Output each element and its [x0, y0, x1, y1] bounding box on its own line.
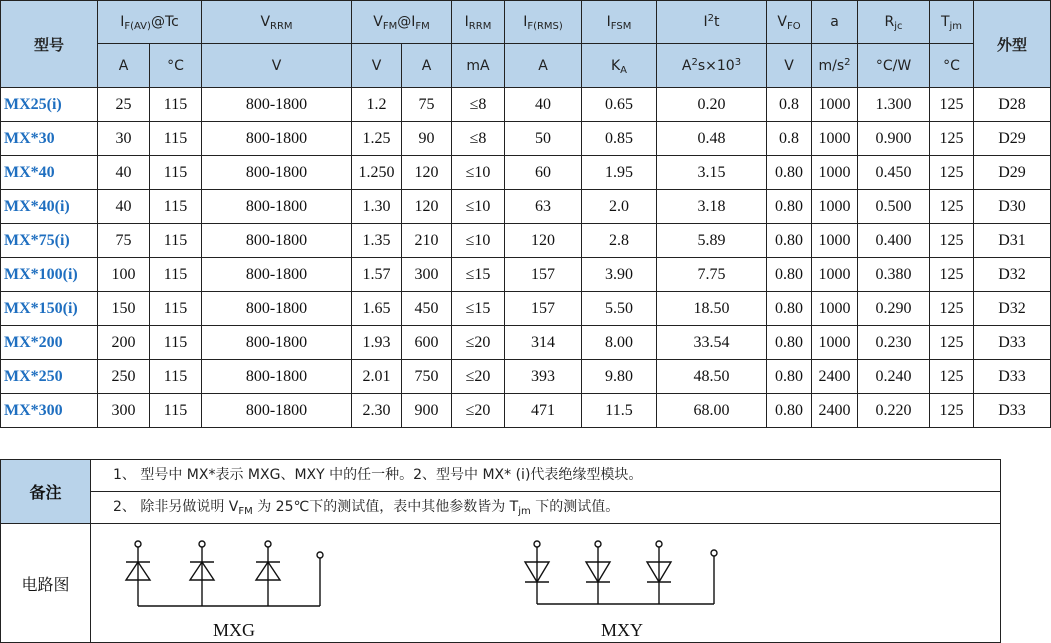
- cell-model: MX*100(i): [1, 258, 98, 292]
- unit-ifm: A: [402, 44, 452, 88]
- cell-i2t: 18.50: [657, 292, 767, 326]
- cell-vfo: 0.8: [767, 122, 812, 156]
- cell-model: MX*200: [1, 326, 98, 360]
- cell-vfo: 0.80: [767, 190, 812, 224]
- rjc-header: $R_{jc}$: [858, 1, 930, 44]
- cell-ifav: 30: [98, 122, 150, 156]
- cell-a: 1000: [812, 326, 858, 360]
- table-row: [1, 326, 1051, 360]
- cell-ifav: 40: [98, 156, 150, 190]
- cell-ifsm: 2.8: [582, 224, 657, 258]
- cell-i2t: 7.75: [657, 258, 767, 292]
- cell-vfo: 0.80: [767, 360, 812, 394]
- cell-tc: 115: [150, 360, 202, 394]
- unit-ifav: A: [98, 44, 150, 88]
- mxg-circuit: [126, 541, 323, 606]
- cell-vfm: 1.250: [352, 156, 402, 190]
- cell-i2t: 0.20: [657, 88, 767, 122]
- vfo-header: $V_{FO}$: [767, 1, 812, 44]
- cell-tjm: 125: [930, 156, 974, 190]
- ifav-tc-header: $I_{F(AV)}@Tc$: [98, 1, 202, 44]
- cell-ifm: 120: [402, 190, 452, 224]
- unit-vfm: V: [352, 44, 402, 88]
- cell-pkg: D28: [974, 88, 1051, 122]
- cell-model: MX*40(i): [1, 190, 98, 224]
- cell-ifav: 75: [98, 224, 150, 258]
- cell-ifrms: 40: [505, 88, 582, 122]
- i2t-header: $I^2t$: [657, 1, 767, 44]
- cell-i2t: 3.18: [657, 190, 767, 224]
- cell-tc: 115: [150, 258, 202, 292]
- cell-vrrm: 800-1800: [202, 122, 352, 156]
- cell-tc: 115: [150, 292, 202, 326]
- cell-tjm: 125: [930, 360, 974, 394]
- circuit-diagram-cell: [91, 524, 1001, 643]
- mxy-diode-3: [647, 541, 671, 604]
- mxg-diode-2: [190, 541, 214, 606]
- table-row: [1, 258, 1051, 292]
- cell-ifav: 100: [98, 258, 150, 292]
- cell-i2t: 5.89: [657, 224, 767, 258]
- note-line-1: 1、 型号中 MX*表示 MXG、MXY 中的任一种。2、型号中 MX* (i)代表绝缘型模块。: [91, 460, 1001, 492]
- cell-ifm: 120: [402, 156, 452, 190]
- unit-ifsm: $K_A$: [582, 44, 657, 88]
- cell-rjc: 0.220: [858, 394, 930, 428]
- table-row: [1, 190, 1051, 224]
- cell-ifrms: 60: [505, 156, 582, 190]
- cell-ifav: 25: [98, 88, 150, 122]
- cell-a: 2400: [812, 394, 858, 428]
- cell-ifav: 200: [98, 326, 150, 360]
- cell-rjc: 0.500: [858, 190, 930, 224]
- cell-tc: 115: [150, 326, 202, 360]
- cell-ifrms: 471: [505, 394, 582, 428]
- cell-vfo: 0.80: [767, 326, 812, 360]
- cell-a: 1000: [812, 292, 858, 326]
- cell-ifsm: 0.65: [582, 88, 657, 122]
- cell-vfo: 0.80: [767, 258, 812, 292]
- cell-a: 1000: [812, 258, 858, 292]
- cell-rjc: 0.230: [858, 326, 930, 360]
- cell-ifsm: 3.90: [582, 258, 657, 292]
- cell-vrrm: 800-1800: [202, 326, 352, 360]
- cell-rjc: 0.240: [858, 360, 930, 394]
- cell-pkg: D32: [974, 258, 1051, 292]
- mxy-diode-1: [525, 541, 549, 604]
- unit-irrm: mA: [452, 44, 505, 88]
- cell-ifm: 300: [402, 258, 452, 292]
- cell-vrrm: 800-1800: [202, 156, 352, 190]
- cell-vrrm: 800-1800: [202, 224, 352, 258]
- table-row: [1, 122, 1051, 156]
- cell-tc: 115: [150, 122, 202, 156]
- cell-ifm: 750: [402, 360, 452, 394]
- vfm-ifm-header: $V_{FM}@I_{FM}$: [352, 1, 452, 44]
- cell-tjm: 125: [930, 258, 974, 292]
- cell-pkg: D33: [974, 360, 1051, 394]
- model-header: 型号: [1, 1, 98, 88]
- cell-vfm: 1.35: [352, 224, 402, 258]
- cell-tjm: 125: [930, 122, 974, 156]
- cell-a: 2400: [812, 360, 858, 394]
- cell-ifav: 40: [98, 190, 150, 224]
- cell-irrm: ≤15: [452, 292, 505, 326]
- cell-tc: 115: [150, 224, 202, 258]
- cell-ifrms: 50: [505, 122, 582, 156]
- cell-model: MX*40: [1, 156, 98, 190]
- table-row: [1, 292, 1051, 326]
- header-row-params: [1, 1, 1051, 44]
- cell-vrrm: 800-1800: [202, 292, 352, 326]
- unit-vrrm: V: [202, 44, 352, 88]
- ifrms-header: $I_{F(RMS)}$: [505, 1, 582, 44]
- unit-rjc: °C/W: [858, 44, 930, 88]
- cell-vfm: 2.30: [352, 394, 402, 428]
- cell-pkg: D33: [974, 394, 1051, 428]
- cell-ifsm: 0.85: [582, 122, 657, 156]
- cell-ifrms: 157: [505, 258, 582, 292]
- cell-a: 1000: [812, 156, 858, 190]
- cell-irrm: ≤20: [452, 394, 505, 428]
- cell-ifm: 90: [402, 122, 452, 156]
- cell-pkg: D33: [974, 326, 1051, 360]
- unit-a: $m/s^2$: [812, 44, 858, 88]
- cell-i2t: 33.54: [657, 326, 767, 360]
- cell-tc: 115: [150, 394, 202, 428]
- cell-model: MX*250: [1, 360, 98, 394]
- a-header: a: [812, 1, 858, 44]
- table-row: [1, 360, 1051, 394]
- cell-tjm: 125: [930, 190, 974, 224]
- cell-ifsm: 8.00: [582, 326, 657, 360]
- cell-vfm: 1.93: [352, 326, 402, 360]
- header-row-units: [1, 44, 1051, 88]
- circuit-row: [1, 524, 1001, 643]
- mxy-circuit: [525, 541, 717, 604]
- cell-vfm: 1.2: [352, 88, 402, 122]
- mxy-common-terminal: [711, 550, 717, 556]
- mxg-common-terminal: [317, 552, 323, 558]
- cell-ifrms: 120: [505, 224, 582, 258]
- circuit-diagram: [91, 524, 999, 642]
- table-row: [1, 156, 1051, 190]
- cell-model: MX*300: [1, 394, 98, 428]
- cell-vfm: 1.65: [352, 292, 402, 326]
- cell-vfm: 1.57: [352, 258, 402, 292]
- cell-a: 1000: [812, 224, 858, 258]
- cell-irrm: ≤20: [452, 326, 505, 360]
- cell-irrm: ≤15: [452, 258, 505, 292]
- cell-rjc: 0.400: [858, 224, 930, 258]
- cell-vfm: 1.25: [352, 122, 402, 156]
- cell-pkg: D31: [974, 224, 1051, 258]
- cell-vfo: 0.80: [767, 156, 812, 190]
- cell-tjm: 125: [930, 394, 974, 428]
- cell-ifm: 450: [402, 292, 452, 326]
- cell-ifsm: 9.80: [582, 360, 657, 394]
- ifsm-header: $I_{FSM}$: [582, 1, 657, 44]
- cell-ifrms: 314: [505, 326, 582, 360]
- cell-rjc: 0.450: [858, 156, 930, 190]
- cell-pkg: D30: [974, 190, 1051, 224]
- cell-model: MX*150(i): [1, 292, 98, 326]
- notes-row-2: [1, 492, 1001, 524]
- cell-ifav: 300: [98, 394, 150, 428]
- cell-i2t: 48.50: [657, 360, 767, 394]
- notes-row-1: [1, 460, 1001, 492]
- cell-rjc: 0.380: [858, 258, 930, 292]
- cell-pkg: D32: [974, 292, 1051, 326]
- cell-rjc: 0.900: [858, 122, 930, 156]
- mxy-diode-2: [586, 541, 610, 604]
- notes-label: 备注: [1, 460, 91, 524]
- cell-irrm: ≤10: [452, 190, 505, 224]
- cell-a: 1000: [812, 122, 858, 156]
- cell-irrm: ≤10: [452, 224, 505, 258]
- cell-tc: 115: [150, 88, 202, 122]
- irrm-header: $I_{RRM}$: [452, 1, 505, 44]
- tjm-header: $T_{jm}$: [930, 1, 974, 44]
- table-row: [1, 88, 1051, 122]
- cell-i2t: 68.00: [657, 394, 767, 428]
- cell-model: MX*30: [1, 122, 98, 156]
- package-header: 外型: [974, 1, 1051, 88]
- cell-vrrm: 800-1800: [202, 258, 352, 292]
- cell-irrm: ≤8: [452, 122, 505, 156]
- table-row: [1, 224, 1051, 258]
- cell-tc: 115: [150, 190, 202, 224]
- note-line-2: 2、 除非另做说明 $V_{FM}$ 为 25℃下的测试值，表中其他参数皆为 $T_{jm}$ 下的测试值。: [91, 492, 1001, 524]
- cell-pkg: D29: [974, 122, 1051, 156]
- cell-irrm: ≤8: [452, 88, 505, 122]
- unit-ifrms: A: [505, 44, 582, 88]
- mxg-diode-3: [256, 541, 280, 606]
- cell-rjc: 0.290: [858, 292, 930, 326]
- mxy-label: MXY: [601, 620, 644, 640]
- cell-tc: 115: [150, 156, 202, 190]
- cell-vfo: 0.80: [767, 224, 812, 258]
- cell-ifrms: 63: [505, 190, 582, 224]
- cell-model: MX25(i): [1, 88, 98, 122]
- unit-i2t: $A^2s\times 10^3$: [657, 44, 767, 88]
- cell-ifm: 900: [402, 394, 452, 428]
- cell-tjm: 125: [930, 292, 974, 326]
- cell-a: 1000: [812, 88, 858, 122]
- cell-a: 1000: [812, 190, 858, 224]
- cell-ifav: 250: [98, 360, 150, 394]
- cell-ifrms: 393: [505, 360, 582, 394]
- unit-tc: °C: [150, 44, 202, 88]
- unit-vfo: V: [767, 44, 812, 88]
- mxg-diode-1: [126, 541, 150, 606]
- cell-vfm: 1.30: [352, 190, 402, 224]
- unit-tjm: °C: [930, 44, 974, 88]
- notes-table: [0, 459, 1001, 643]
- spec-table-body: [1, 88, 1051, 428]
- cell-ifsm: 11.5: [582, 394, 657, 428]
- cell-i2t: 0.48: [657, 122, 767, 156]
- cell-vrrm: 800-1800: [202, 88, 352, 122]
- table-row: [1, 394, 1051, 428]
- cell-ifsm: 2.0: [582, 190, 657, 224]
- cell-vrrm: 800-1800: [202, 394, 352, 428]
- cell-tjm: 125: [930, 326, 974, 360]
- cell-vfo: 0.80: [767, 394, 812, 428]
- cell-ifm: 600: [402, 326, 452, 360]
- cell-pkg: D29: [974, 156, 1051, 190]
- cell-ifsm: 1.95: [582, 156, 657, 190]
- cell-vfo: 0.80: [767, 292, 812, 326]
- cell-vfm: 2.01: [352, 360, 402, 394]
- cell-ifsm: 5.50: [582, 292, 657, 326]
- cell-ifm: 75: [402, 88, 452, 122]
- cell-ifav: 150: [98, 292, 150, 326]
- cell-vrrm: 800-1800: [202, 360, 352, 394]
- cell-i2t: 3.15: [657, 156, 767, 190]
- cell-vrrm: 800-1800: [202, 190, 352, 224]
- vrrm-header: $V_{RRM}$: [202, 1, 352, 44]
- cell-irrm: ≤20: [452, 360, 505, 394]
- mxg-label: MXG: [213, 620, 256, 640]
- cell-rjc: 1.300: [858, 88, 930, 122]
- cell-irrm: ≤10: [452, 156, 505, 190]
- circuit-label: 电路图: [1, 524, 91, 643]
- cell-ifrms: 157: [505, 292, 582, 326]
- cell-tjm: 125: [930, 224, 974, 258]
- cell-model: MX*75(i): [1, 224, 98, 258]
- cell-vfo: 0.8: [767, 88, 812, 122]
- cell-ifm: 210: [402, 224, 452, 258]
- cell-tjm: 125: [930, 88, 974, 122]
